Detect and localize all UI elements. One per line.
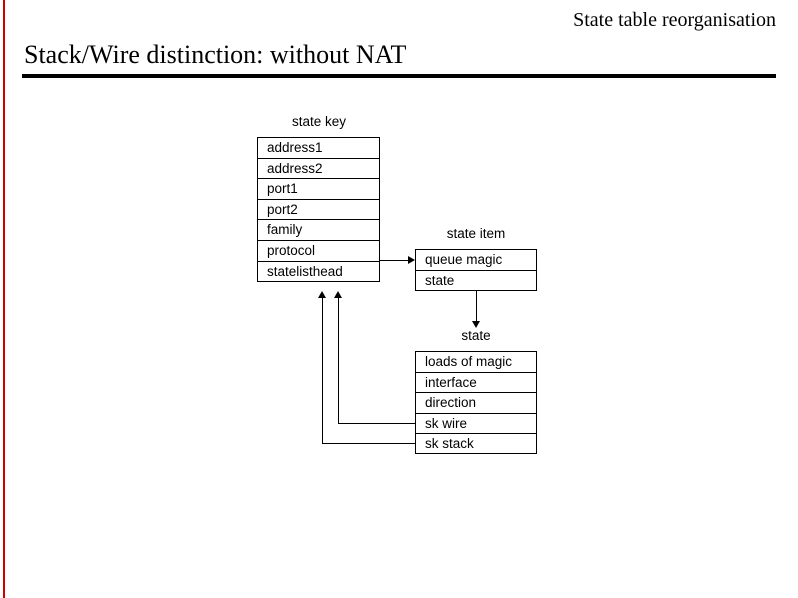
arrow-down-icon — [472, 321, 480, 328]
state-row: interface — [416, 373, 536, 394]
state-row: direction — [416, 393, 536, 414]
state-row: loads of magic — [416, 352, 536, 373]
left-margin-bar — [3, 0, 5, 598]
state-row: sk wire — [416, 414, 536, 435]
state-key-caption: state key — [291, 114, 347, 129]
state-key-row: address1 — [258, 138, 379, 159]
arrow-up-icon — [334, 291, 342, 298]
state-key-row: port1 — [258, 179, 379, 200]
state-item-caption: state item — [446, 226, 506, 241]
connector-sk-wire-v — [338, 298, 339, 423]
arrow-right-icon — [408, 256, 415, 264]
state-key-box — [257, 137, 380, 282]
state-row: sk stack — [425, 436, 474, 452]
state-key-row: protocol — [258, 241, 379, 262]
state-caption: state — [461, 328, 491, 343]
connector-sk-stack-v — [322, 298, 323, 443]
state-key-row: family — [258, 220, 379, 241]
state-item-row: state — [425, 272, 455, 288]
page-title: Stack/Wire distinction: without NAT — [24, 40, 407, 69]
connector-state-item-to-state — [476, 291, 477, 321]
connector-sk-stack-h — [322, 443, 416, 444]
connector-sk-wire-h — [338, 423, 416, 424]
title-divider — [22, 74, 776, 78]
state-key-row: port2 — [258, 200, 379, 221]
state-key-row: statelisthead — [267, 263, 343, 279]
arrow-up-icon — [318, 291, 326, 298]
state-item-row: queue magic — [416, 250, 536, 271]
state-item-box — [415, 249, 537, 291]
state-box — [415, 351, 537, 454]
header-subtitle: State table reorganisation — [573, 9, 776, 31]
state-key-row: address2 — [258, 159, 379, 180]
connector-statelisthead-to-state-item — [380, 260, 408, 261]
